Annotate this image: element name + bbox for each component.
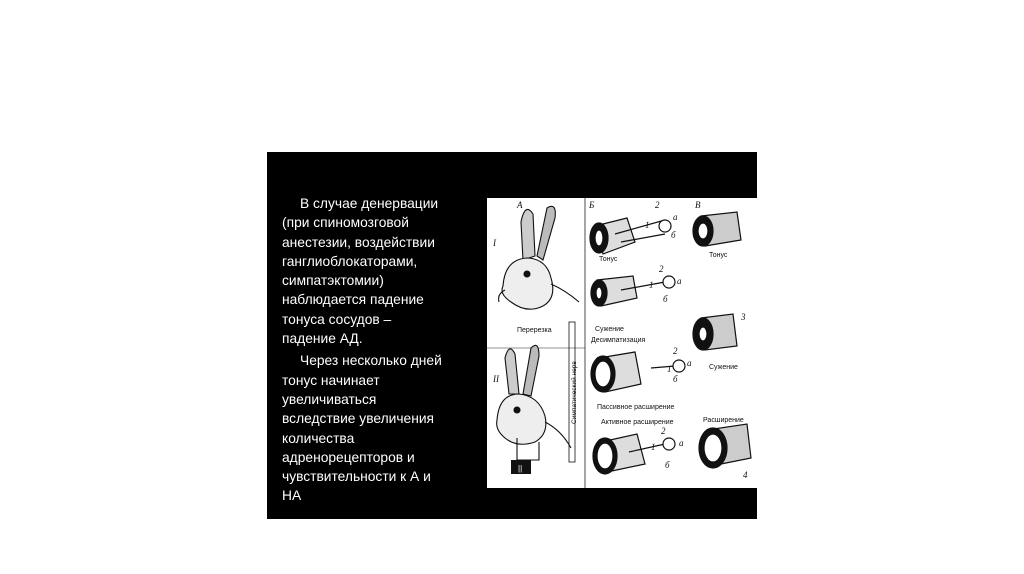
letter-label: а bbox=[677, 276, 682, 286]
letter-label: а bbox=[673, 212, 678, 222]
panel-letter-b: Б bbox=[589, 200, 595, 210]
slide-panel bbox=[267, 152, 757, 519]
vessel-ring-v3 bbox=[693, 314, 737, 350]
paragraph-tone-recovery: Через несколько дней тонус начинает увеличиваться вследствие увеличения количества адренорецепторов и чувствительности к А и НА bbox=[282, 353, 442, 504]
number-label: 2 bbox=[655, 200, 660, 210]
rabbit-illustration-2 bbox=[497, 345, 571, 460]
passive-dilation-label: Пассивное расширение bbox=[597, 404, 675, 411]
vascular-tone-figure bbox=[487, 198, 757, 488]
letter-label: б bbox=[663, 294, 668, 304]
vessel-ring-dilation bbox=[699, 424, 751, 468]
rabbit-illustration-1 bbox=[499, 206, 579, 309]
svg-text:||: || bbox=[518, 464, 523, 473]
vessel-ring-v bbox=[693, 212, 741, 246]
letter-label: а bbox=[679, 438, 684, 448]
tone-label-b: Тонус bbox=[599, 256, 618, 263]
desympathization-label: Десимпатизация bbox=[591, 337, 646, 344]
number-label: 2 bbox=[673, 346, 678, 356]
number-label: 3 bbox=[741, 312, 746, 322]
letter-label: б bbox=[673, 374, 678, 384]
roman-numeral-2: II bbox=[493, 374, 499, 384]
cut-label: Перерезка bbox=[517, 327, 552, 334]
letter-label: б bbox=[671, 230, 676, 240]
vessel-ring-b1 bbox=[590, 218, 671, 254]
paragraph-denervation: В случае денервации (при спиномозговой анестезии, воздействии ганглиоблокаторами, симпатэктомии) наблюдается падение тонуса сосудов – падение АД. bbox=[282, 196, 439, 347]
active-dilation-label: Активное расширение bbox=[601, 419, 674, 426]
nerve-label: Симпатический нерв bbox=[571, 361, 578, 424]
vessel-ring-active bbox=[593, 434, 675, 474]
letter-label: б bbox=[665, 460, 670, 470]
slide-text bbox=[282, 194, 487, 509]
number-label: 2 bbox=[659, 264, 664, 274]
number-label: 4 bbox=[743, 470, 748, 480]
number-label: 1 bbox=[651, 442, 656, 452]
narrowing-label-b: Сужение bbox=[595, 326, 624, 333]
number-label: 2 bbox=[661, 426, 666, 436]
number-label: 1 bbox=[645, 220, 650, 230]
letter-label: а bbox=[687, 358, 692, 368]
panel-letter-v: В bbox=[695, 200, 701, 210]
narrowing-label-v: Сужение bbox=[709, 364, 738, 371]
dilation-label: Расширение bbox=[703, 417, 744, 424]
panel-letter-a: А bbox=[517, 200, 523, 210]
number-label: 1 bbox=[649, 280, 654, 290]
tone-label-v: Тонус bbox=[709, 252, 728, 259]
roman-numeral-1: I bbox=[493, 238, 496, 248]
number-label: 1 bbox=[667, 364, 672, 374]
